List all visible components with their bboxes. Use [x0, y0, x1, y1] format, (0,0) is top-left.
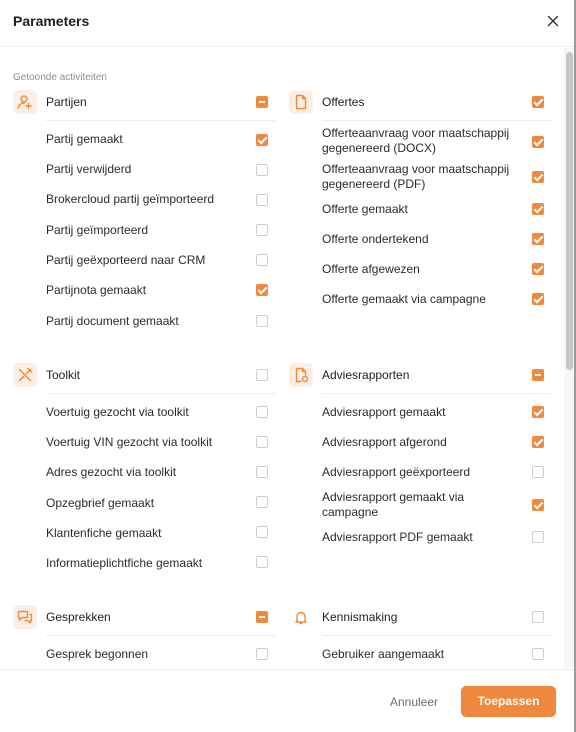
option-label: Klantenfiche gemaakt — [46, 526, 162, 540]
group-adviesrapporten — [289, 363, 551, 387]
option-label: Voertuig gezocht via toolkit — [46, 405, 189, 419]
group-partijen — [13, 90, 275, 114]
option-label: Partijnota gemaakt — [46, 283, 147, 297]
group-title: Toolkit — [46, 368, 81, 382]
user-add-icon — [13, 90, 37, 114]
option-label: Gebruiker aangemaakt — [322, 647, 445, 661]
cancel-button[interactable]: Annuleer — [389, 695, 439, 709]
group-offertes — [289, 90, 551, 114]
option-checkbox[interactable] — [532, 203, 544, 215]
group-checkbox-toolkit[interactable] — [256, 369, 268, 381]
group-title: Offertes — [322, 95, 365, 109]
group-checkbox-offertes[interactable] — [532, 96, 544, 108]
option-label: Offerte gemaakt via campagne — [322, 292, 486, 306]
right-column — [289, 48, 551, 668]
option-checkbox[interactable] — [532, 648, 544, 660]
option-checkbox[interactable] — [256, 436, 268, 448]
option-label: Adviesrapport geëxporteerd — [322, 465, 471, 479]
option-label: Adviesrapport gemaakt — [322, 405, 446, 419]
option-label: Offerte afgewezen — [322, 262, 420, 276]
option-checkbox[interactable] — [532, 436, 544, 448]
left-column — [13, 48, 275, 668]
option-label: Partij document gemaakt — [46, 314, 179, 328]
option-checkbox[interactable] — [256, 164, 268, 176]
report-icon — [289, 363, 313, 387]
option-checkbox[interactable] — [256, 466, 268, 478]
apply-button[interactable]: Toepassen — [461, 686, 556, 717]
option-checkbox[interactable] — [532, 406, 544, 418]
divider — [322, 393, 551, 394]
option-checkbox[interactable] — [256, 254, 268, 266]
option-checkbox[interactable] — [532, 263, 544, 275]
option-checkbox[interactable] — [256, 194, 268, 206]
bell-icon — [289, 605, 313, 629]
divider — [322, 635, 551, 636]
group-title: Adviesrapporten — [322, 368, 410, 382]
group-kennismaking — [289, 605, 551, 629]
divider — [46, 393, 275, 394]
close-icon[interactable] — [543, 11, 563, 31]
option-checkbox[interactable] — [532, 531, 544, 543]
option-label: Offerte gemaakt — [322, 202, 408, 216]
section-label: Getoonde activiteiten — [13, 72, 107, 83]
option-checkbox[interactable] — [256, 556, 268, 568]
option-label: Adviesrapport afgerond — [322, 435, 447, 449]
option-checkbox[interactable] — [532, 171, 544, 183]
option-label: Partij geïmporteerd — [46, 223, 149, 237]
option-label: Opzegbrief gemaakt — [46, 496, 155, 510]
option-label: Adviesrapport gemaakt via campagne — [322, 490, 465, 519]
option-checkbox[interactable] — [256, 496, 268, 508]
dialog-footer — [0, 669, 576, 732]
group-checkbox-adviesrapporten[interactable] — [532, 369, 544, 381]
group-title: Partijen — [46, 95, 87, 109]
option-label: Partij gemaakt — [46, 132, 123, 146]
option-checkbox[interactable] — [532, 136, 544, 148]
dialog-title: Parameters — [13, 13, 90, 29]
option-checkbox[interactable] — [256, 134, 268, 146]
option-label: Offerteaanvraag voor maatschappij gegenereerd (PDF) — [322, 162, 510, 191]
dialog-body — [0, 48, 562, 668]
option-label: Partij geëxporteerd naar CRM — [46, 253, 206, 267]
option-label: Brokercloud partij geïmporteerd — [46, 192, 215, 206]
divider — [46, 635, 275, 636]
option-checkbox[interactable] — [532, 499, 544, 511]
option-checkbox[interactable] — [532, 233, 544, 245]
group-checkbox-kennismaking[interactable] — [532, 611, 544, 623]
group-toolkit — [13, 363, 275, 387]
divider — [46, 120, 275, 121]
option-label: Offerteaanvraag voor maatschappij gegenereerd (DOCX) — [322, 126, 510, 155]
option-checkbox[interactable] — [532, 466, 544, 478]
group-title: Gesprekken — [46, 610, 111, 624]
option-checkbox[interactable] — [256, 224, 268, 236]
scrollbar-thumb[interactable] — [566, 52, 573, 370]
option-label: Adviesrapport PDF gemaakt — [322, 530, 473, 544]
group-title: Kennismaking — [322, 610, 398, 624]
document-icon — [289, 90, 313, 114]
option-checkbox[interactable] — [256, 315, 268, 327]
option-label: Partij verwijderd — [46, 162, 132, 176]
option-label: Voertuig VIN gezocht via toolkit — [46, 435, 213, 449]
option-label: Gesprek begonnen — [46, 647, 149, 661]
tools-icon — [13, 363, 37, 387]
divider — [322, 120, 551, 121]
option-label: Adres gezocht via toolkit — [46, 465, 177, 479]
option-label: Informatieplichtfiche gemaakt — [46, 556, 203, 570]
group-checkbox-partijen[interactable] — [256, 96, 268, 108]
group-checkbox-gesprekken[interactable] — [256, 611, 268, 623]
dialog-header — [0, 0, 576, 47]
option-checkbox[interactable] — [256, 406, 268, 418]
group-gesprekken — [13, 605, 275, 629]
chat-icon — [13, 605, 37, 629]
option-checkbox[interactable] — [256, 526, 268, 538]
option-checkbox[interactable] — [256, 284, 268, 296]
option-checkbox[interactable] — [256, 648, 268, 660]
option-checkbox[interactable] — [532, 293, 544, 305]
option-label: Offerte ondertekend — [322, 232, 429, 246]
